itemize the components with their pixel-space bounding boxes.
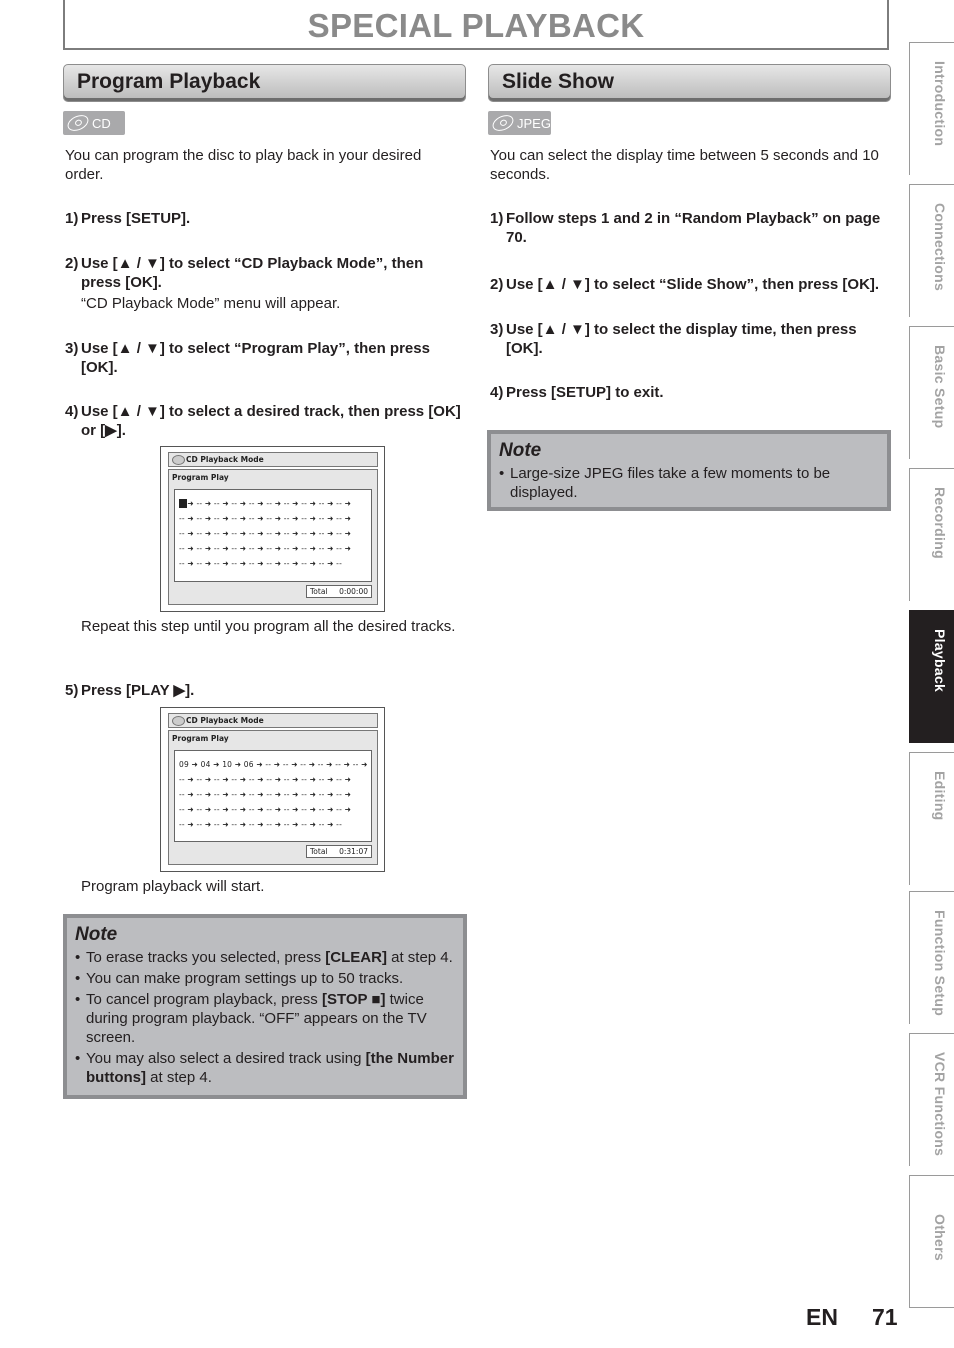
tab-label: VCR Functions (932, 1052, 948, 1157)
screen-panel (168, 730, 378, 865)
total-value: 0:31:07 (339, 847, 368, 856)
screen-header (168, 713, 378, 728)
disc-icon (490, 112, 516, 134)
program-screen-filled (160, 707, 385, 872)
tab-vcr-functions[interactable] (909, 1033, 954, 1166)
page-number: 71 (872, 1304, 898, 1330)
step-text: Follow steps 1 and 2 in “Random Playback” on page 70. (506, 210, 881, 246)
step-number: 3) (65, 340, 79, 357)
tab-introduction[interactable] (909, 42, 954, 175)
step-text: Use [▲ / ▼] to select “Program Play”, then press [OK]. (81, 340, 430, 376)
note-item (75, 990, 455, 1047)
track-row: -- ➜ -- ➜ -- ➜ -- ➜ -- ➜ -- ➜ -- ➜ -- ➜ -- ➜ -- ➜ (179, 805, 352, 814)
tab-label: Introduction (932, 61, 948, 147)
tab-connections[interactable] (909, 184, 954, 317)
cd-icon (172, 716, 185, 726)
disc-icon (65, 112, 91, 134)
page-title: SPECIAL PLAYBACK (307, 7, 645, 44)
slide-step-2 (490, 275, 892, 294)
repeat-step-text: Repeat this step until you program all the desired tracks. (81, 618, 456, 635)
cd-icon (172, 455, 185, 465)
note-item (499, 464, 879, 502)
note-item (75, 948, 455, 967)
cd-badge-label: CD (92, 115, 111, 131)
screen-panel (168, 469, 378, 605)
note-text: Large-size JPEG files take a few moments to be displayed. (510, 465, 831, 501)
slide-step-3 (490, 320, 892, 358)
page-title-box (63, 0, 889, 50)
bullet: • (499, 465, 505, 482)
step-text: Press [PLAY ▶]. (81, 682, 195, 699)
track-row: -- ➜ -- ➜ -- ➜ -- ➜ -- ➜ -- ➜ -- ➜ -- ➜ -- ➜ -- ➜ (179, 790, 352, 799)
step-number: 5) (65, 682, 79, 699)
track-row: -- ➜ -- ➜ -- ➜ -- ➜ -- ➜ -- ➜ -- ➜ -- ➜ -- ➜ -- (179, 820, 342, 829)
slide-step-4 (490, 383, 892, 402)
program-step-2-result: “CD Playback Mode” menu will appear. (81, 295, 341, 312)
program-note-box (63, 914, 467, 1099)
slide-show-intro: You can select the display time between 5 seconds and 10 seconds. (490, 147, 879, 183)
track-row: -- ➜ -- ➜ -- ➜ -- ➜ -- ➜ -- ➜ -- ➜ -- ➜ -- ➜ -- ➜ (179, 514, 352, 523)
bullet: • (75, 970, 81, 987)
step-text: Use [▲ / ▼] to select “Slide Show”, then press [OK]. (506, 276, 880, 293)
program-step-3 (65, 339, 467, 377)
track-row: 09 ➜ 04 ➜ 10 ➜ 06 ➜ -- ➜ -- ➜ -- ➜ -- ➜ -- ➜ -- ➜ (179, 760, 368, 769)
step-text: Use [▲ / ▼] to select the display time, then press [OK]. (506, 321, 857, 357)
step-number: 4) (490, 384, 504, 401)
slide-note-box (487, 430, 891, 511)
step-text: Press [SETUP] to exit. (506, 384, 664, 401)
tab-others[interactable] (909, 1175, 954, 1308)
total-time (306, 845, 372, 858)
bullet: • (75, 1050, 81, 1067)
track-grid (174, 489, 372, 582)
slide-step-1 (490, 209, 892, 247)
tab-label: Recording (932, 487, 948, 559)
tab-playback[interactable] (909, 610, 954, 743)
tab-label: Editing (932, 771, 948, 821)
total-label: Total (310, 847, 328, 856)
screen-subtitle: Program Play (172, 734, 229, 743)
program-intro: You can program the disc to play back in your desired order. (65, 147, 422, 183)
note-title: Note (499, 440, 542, 461)
tab-label: Basic Setup (932, 345, 948, 429)
language-code: EN (806, 1304, 838, 1330)
step-text: Press [SETUP]. (81, 210, 191, 227)
screen-subtitle: Program Play (172, 473, 229, 482)
note-title: Note (75, 924, 118, 945)
program-step-2 (65, 254, 467, 292)
program-playback-heading: Program Playback (63, 64, 466, 102)
step-text: Use [▲ / ▼] to select “CD Playback Mode”, then press [OK]. (81, 255, 424, 291)
program-step-1 (65, 209, 467, 228)
tab-function-setup[interactable] (909, 891, 954, 1024)
note-item (75, 1049, 455, 1087)
track-row: -- ➜ -- ➜ -- ➜ -- ➜ -- ➜ -- ➜ -- ➜ -- ➜ -- ➜ -- ➜ (179, 499, 352, 508)
program-step-4 (65, 402, 467, 440)
playback-start-text: Program playback will start. (81, 878, 265, 895)
tab-editing[interactable] (909, 752, 954, 885)
note-text: To cancel program playback, press [STOP ■] twice during program playback. “OFF” appears on the TV screen. (86, 991, 427, 1046)
track-row: -- ➜ -- ➜ -- ➜ -- ➜ -- ➜ -- ➜ -- ➜ -- ➜ -- ➜ -- ➜ (179, 775, 352, 784)
tab-label: Connections (932, 203, 948, 292)
step-number: 2) (490, 276, 504, 293)
total-value: 0:00:00 (339, 587, 368, 596)
step-number: 2) (65, 255, 79, 272)
tab-recording[interactable] (909, 468, 954, 601)
tab-label: Others (932, 1214, 948, 1261)
step-number: 1) (65, 210, 79, 227)
program-step-5 (65, 681, 467, 700)
note-item (75, 969, 455, 988)
note-text: To erase tracks you selected, press [CLEAR] at step 4. (86, 949, 453, 966)
bullet: • (75, 949, 81, 966)
track-row: -- ➜ -- ➜ -- ➜ -- ➜ -- ➜ -- ➜ -- ➜ -- ➜ -- ➜ -- ➜ (179, 544, 352, 553)
program-screen-empty (160, 446, 385, 612)
slide-show-heading: Slide Show (488, 64, 891, 102)
tab-basic-setup[interactable] (909, 326, 954, 459)
tab-label: Playback (932, 629, 948, 693)
step-number: 4) (65, 403, 79, 420)
step-number: 1) (490, 210, 504, 227)
jpeg-badge (488, 111, 551, 135)
total-time (306, 585, 372, 598)
screen-header (168, 452, 378, 467)
bullet: • (75, 991, 81, 1008)
note-text: You may also select a desired track using [the Number buttons] at step 4. (86, 1050, 454, 1086)
track-grid (174, 750, 372, 842)
total-label: Total (310, 587, 328, 596)
track-row: -- ➜ -- ➜ -- ➜ -- ➜ -- ➜ -- ➜ -- ➜ -- ➜ -- ➜ -- (179, 559, 342, 568)
note-text: You can make program settings up to 50 tracks. (86, 970, 404, 987)
jpeg-badge-label: JPEG (517, 115, 551, 131)
tab-label: Function Setup (932, 910, 948, 1017)
cd-badge (63, 111, 125, 135)
step-text: Use [▲ / ▼] to select a desired track, then press [OK] or [▶]. (81, 403, 461, 439)
screen-header-label: CD Playback Mode (186, 716, 264, 725)
step-number: 3) (490, 321, 504, 338)
screen-header-label: CD Playback Mode (186, 455, 264, 464)
track-row: -- ➜ -- ➜ -- ➜ -- ➜ -- ➜ -- ➜ -- ➜ -- ➜ -- ➜ -- ➜ (179, 529, 352, 538)
